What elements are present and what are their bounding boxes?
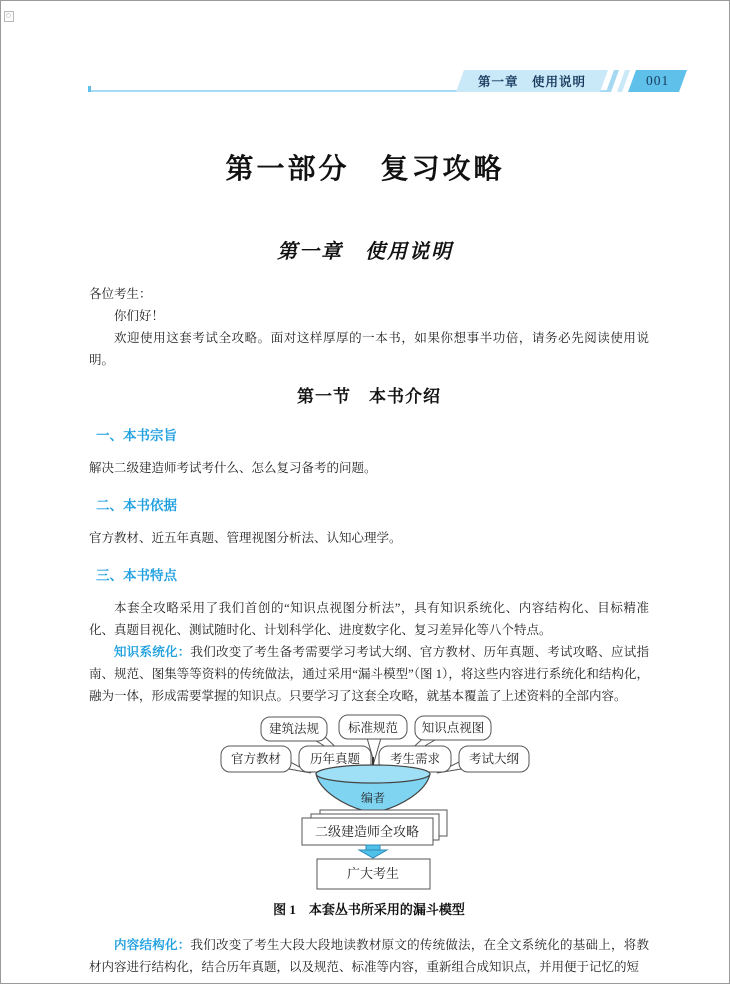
page-body [1, 283, 729, 978]
page-number: 001 [645, 73, 669, 88]
down-arrow-icon [359, 845, 387, 858]
funnel-model-figure [89, 713, 649, 921]
bubble-label: 官方教材 [230, 752, 282, 766]
audience-label: 广大考生 [346, 866, 400, 881]
subsection-heading-3: 三、本书特点 [96, 568, 177, 583]
subsection-body-3: 本套全攻略采用了我们首创的“知识点视图分析法”，具有知识系统化、内容结构化、目标精准化、真题目视化、测试随时化、计划科学化、进度数字化、复习差异化等八个特点。 [89, 601, 649, 637]
subsection-heading-1: 一、本书宗旨 [96, 428, 177, 443]
figure-caption: 图 1 本套丛书所采用的漏斗模型 [273, 902, 465, 917]
bubble-label: 建筑法规 [268, 722, 320, 736]
feature-paragraph-knowledge [89, 641, 649, 707]
salutation: 各位考生： [89, 287, 152, 301]
banner-slash-icon [606, 70, 619, 92]
bubble-label: 标准规范 [347, 721, 399, 735]
feature-lead: 内容结构化： [114, 938, 191, 952]
page-number-badge [628, 70, 687, 92]
section-title: 第一节 本书介绍 [297, 387, 441, 406]
part-title: 第一部分 复习攻略 [225, 154, 505, 185]
subsection-body-1: 解决二级建造师考试考什么、怎么复习备考的问题。 [89, 461, 377, 475]
bubble-label: 考生需求 [389, 752, 441, 766]
running-head-chapter-label: 第一章 使用说明 [477, 75, 586, 89]
running-head [460, 70, 683, 92]
chapter-title: 第一章 使用说明 [277, 241, 453, 263]
subsection-body-2: 官方教材、近五年真题、管理视图分析法、认知心理学。 [89, 531, 402, 545]
funnel-label: 编者 [360, 791, 386, 805]
feature-lead: 知识系统化： [114, 645, 191, 659]
feature-text: 我们改变了考生备考需要学习考试大纲、官方教材、历年真题、考试攻略、应试指南、规范、图集等等资料的传统做法，通过采用“漏斗模型”（图 1），将这些内容进行系统化和结构化，融为一体，形成需要掌握的知识点。只要学习了这套全攻略，就基本覆盖了上述资料的全部内容。 [89, 645, 649, 703]
funnel-rim [316, 765, 430, 783]
bubble-label: 知识点视图 [421, 721, 485, 735]
funnel-model-diagram [199, 713, 539, 891]
feature-paragraph-structure [89, 934, 649, 978]
book-label: 二级建造师全攻略 [314, 824, 420, 839]
running-head-chapter [456, 70, 608, 92]
greeting-line: 你们好！ [114, 309, 165, 323]
banner-slash-icon [617, 70, 630, 92]
feature-text: 我们改变了考生大段大段地读教材原文的传统做法，在全文系统化的基础上，将教材内容进行结构化，结合历年真题，以及规范、标准等内容，重新组合成知识点，并用便于记忆的短 [89, 938, 649, 974]
subsection-heading-2: 二、本书依据 [96, 498, 177, 513]
intro-paragraph: 欢迎使用这套考试全攻略。面对这样厚厚的一本书，如果你想事半功倍，请务必先阅读使用说明。 [89, 331, 649, 367]
bubble-label: 考试大纲 [468, 752, 520, 766]
bubble-label: 历年真题 [309, 752, 361, 766]
header-rule-tick [88, 86, 91, 92]
page-header [1, 1, 729, 93]
